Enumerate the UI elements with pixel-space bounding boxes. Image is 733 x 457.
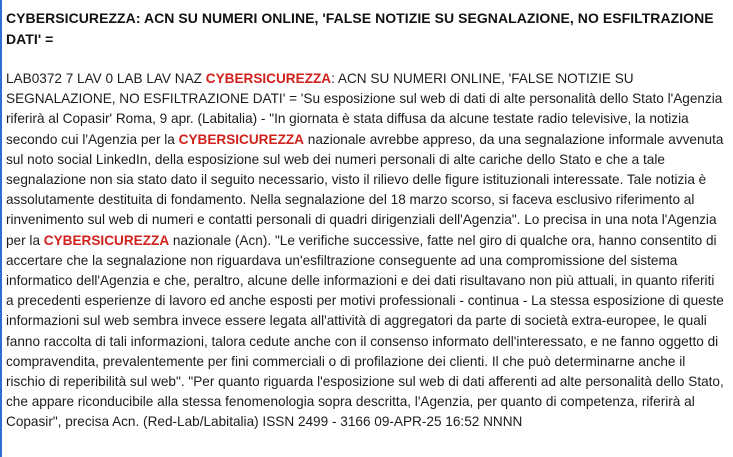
article-body [6, 69, 724, 433]
keyword-highlight: CYBERSICUREZZA [178, 131, 304, 147]
article-text: LAB0372 7 LAV 0 LAB LAV NAZ [6, 71, 206, 86]
left-accent-rule [0, 0, 2, 457]
article-text: nazionale (Acn). "Le verifiche successive, fatte nel giro di qualche ora, hanno consentito di accertare che la segnalazione non riguardava un'esfiltrazione conseguente ad una compromissione del sistema informatico dell'Agenzia e che, peraltro, alcune delle informazioni e dei dati risultavano non più attuali, in quanto riferiti a precedenti esperienze di lavoro ed anche esposti per motivi professionali - continua - La stessa esposizione di queste informazioni sul web sembra invece essere legata all'attività di aggregatori da parte di società extra-europee, le quali fanno raccolta di tali informazioni, talora cedute anche con il consenso informato dell'interessato, e ne fanno oggetto di compravendita, prevalentemente per fini commerciali o di profilazione dei clienti. Il che può determinarne anche il rischio di reperibilità sul web". "Per quanto riguarda l'esposizione sul web di dati afferenti ad alte personalità dello Stato, che appare riconducibile alla stessa fenomenologia sopra descritta, l'Agenzia, per quanto di competenza, riferirà al Copasir", precisa Acn. (Red-Lab/Labitalia) ISSN 2499 - 3166 09-APR-25 16:52 NNNN [6, 232, 724, 430]
article-text: : ACN SU NUMERI ONLINE, 'FALSE NOTIZIE SU SEGNALAZIONE, NO ESFILTRAZIONE DATI' = 'Su esposizione sul web di dati di alte personalità dello Stato l'Agenzia riferirà al Copasir' Roma, 9 apr. (Labitalia) - "In giornata è stata diffusa da alcune testate radio televisive, la notizia secondo cui l'Agenzia per la [6, 71, 723, 147]
keyword-highlight: CYBERSICUREZZA [43, 232, 170, 248]
article-text: nazionale avrebbe appreso, da una segnalazione informale avvenuta sul noto social LinkedIn, della esposizione sul web dei numeri personali di alte cariche dello Stato e che a tale segnalazione non sia stato dato il seguito necessario, visto il rilievo delle figure istituzionali interessate. Tale notizia è assolutamente destituita di fondamento. Nella segnalazione del 18 marzo scorso, si faceva esclusivo riferimento al rinvenimento sul web di numeri e contatti personali di quadri dirigenziali dell'Agenzia". Lo precisa in una nota l'Agenzia per la [6, 131, 724, 248]
news-item [6, 8, 724, 433]
keyword-highlight: CYBERSICUREZZA [205, 71, 332, 86]
headline: CYBERSICUREZZA: ACN SU NUMERI ONLINE, 'FALSE NOTIZIE SU SEGNALAZIONE, NO ESFILTRAZIONE DATI' = [6, 10, 714, 47]
